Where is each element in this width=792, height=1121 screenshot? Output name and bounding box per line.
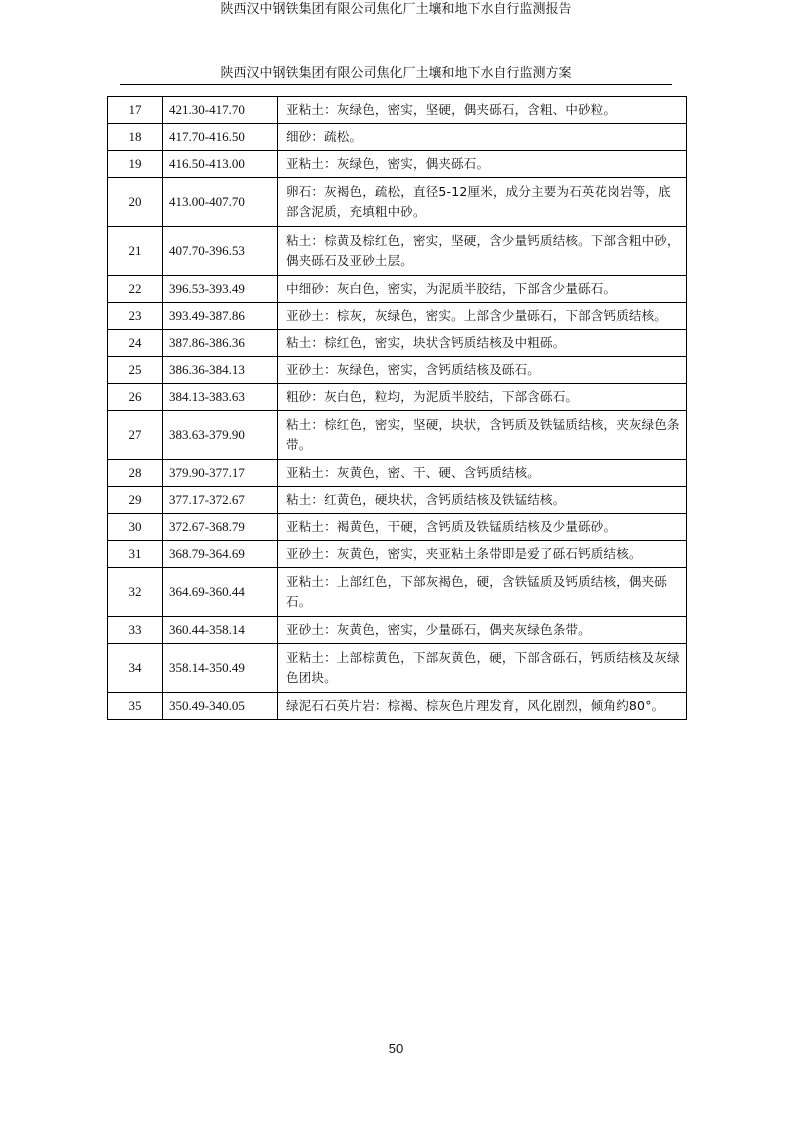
layer-number: 31 (108, 541, 163, 568)
depth-range: 421.30-417.70 (163, 97, 278, 124)
layer-number: 23 (108, 303, 163, 330)
page-title: 陕西汉中钢铁集团有限公司焦化厂土壤和地下水自行监测报告 (220, 2, 572, 17)
depth-range: 387.86-386.36 (163, 330, 278, 357)
layer-number: 34 (108, 644, 163, 693)
layer-description: 粘土：棕红色，密实，坚硬，块状，含钙质及铁锰质结核，夹灰绿色条带。 (278, 411, 687, 460)
table-row (108, 411, 687, 460)
layer-number: 25 (108, 357, 163, 384)
table-row (108, 124, 687, 151)
layer-number: 19 (108, 151, 163, 178)
layer-description: 细砂：疏松。 (278, 124, 687, 151)
page-number: 50 (388, 1041, 404, 1056)
layer-number: 33 (108, 617, 163, 644)
table-row (108, 568, 687, 617)
layer-description: 亚砂土：棕灰，灰绿色，密实。上部含少量砾石，下部含钙质结核。 (278, 303, 687, 330)
layer-number: 21 (108, 227, 163, 276)
depth-range: 384.13-383.63 (163, 384, 278, 411)
layer-description: 亚粘土：灰绿色，密实，坚硬，偶夹砾石，含粗、中砂粒。 (278, 97, 687, 124)
depth-range: 350.49-340.05 (163, 693, 278, 720)
table-row (108, 644, 687, 693)
depth-range: 413.00-407.70 (163, 178, 278, 227)
table-row (108, 487, 687, 514)
layer-description: 亚砂土：灰黄色，密实，少量砾石，偶夹灰绿色条带。 (278, 617, 687, 644)
depth-range: 407.70-396.53 (163, 227, 278, 276)
layer-number: 29 (108, 487, 163, 514)
depth-range: 417.70-416.50 (163, 124, 278, 151)
layer-description: 亚砂土：灰黄色，密实，夹亚粘土条带即是爱了砾石钙质结核。 (278, 541, 687, 568)
depth-range: 396.53-393.49 (163, 276, 278, 303)
table-row (108, 693, 687, 720)
depth-range: 358.14-350.49 (163, 644, 278, 693)
layer-description: 卵石：灰褐色，疏松，直径5-12厘米，成分主要为石英花岗岩等，底部含泥质，充填粗中砂。 (278, 178, 687, 227)
layer-description: 亚粘土：褐黄色，干硬，含钙质及铁锰质结核及少量砾砂。 (278, 514, 687, 541)
document-header: 陕西汉中钢铁集团有限公司焦化厂土壤和地下水自行监测方案 (220, 66, 572, 81)
depth-range: 383.63-379.90 (163, 411, 278, 460)
layer-description: 中细砂：灰白色，密实，为泥质半胶结，下部含少量砾石。 (278, 276, 687, 303)
layer-description: 粘土：红黄色，硬块状，含钙质结核及铁锰结核。 (278, 487, 687, 514)
table-row (108, 227, 687, 276)
depth-range: 416.50-413.00 (163, 151, 278, 178)
layer-number: 17 (108, 97, 163, 124)
table-row (108, 384, 687, 411)
layer-description: 亚粘土：灰绿色，密实，偶夹砾石。 (278, 151, 687, 178)
depth-range: 379.90-377.17 (163, 460, 278, 487)
depth-range: 372.67-368.79 (163, 514, 278, 541)
depth-range: 377.17-372.67 (163, 487, 278, 514)
layer-number: 26 (108, 384, 163, 411)
table-row (108, 514, 687, 541)
layer-number: 27 (108, 411, 163, 460)
layer-description: 粗砂：灰白色，粒均，为泥质半胶结，下部含砾石。 (278, 384, 687, 411)
depth-range: 368.79-364.69 (163, 541, 278, 568)
header-rule (120, 84, 672, 85)
layer-number: 28 (108, 460, 163, 487)
layer-number: 32 (108, 568, 163, 617)
layer-description: 亚砂土：灰绿色，密实，含钙质结核及砾石。 (278, 357, 687, 384)
layer-description: 亚粘土：灰黄色，密、干、硬、含钙质结核。 (278, 460, 687, 487)
depth-range: 364.69-360.44 (163, 568, 278, 617)
table-row (108, 303, 687, 330)
depth-range: 393.49-387.86 (163, 303, 278, 330)
table-row (108, 97, 687, 124)
layer-number: 22 (108, 276, 163, 303)
table-row (108, 330, 687, 357)
stratum-table (107, 96, 687, 720)
layer-description: 亚粘土：上部棕黄色，下部灰黄色，硬，下部含砾石，钙质结核及灰绿色团块。 (278, 644, 687, 693)
table-row (108, 178, 687, 227)
layer-number: 35 (108, 693, 163, 720)
depth-range: 386.36-384.13 (163, 357, 278, 384)
layer-number: 18 (108, 124, 163, 151)
layer-number: 24 (108, 330, 163, 357)
table-row (108, 541, 687, 568)
table-row (108, 151, 687, 178)
table-row (108, 460, 687, 487)
table-row (108, 276, 687, 303)
layer-number: 20 (108, 178, 163, 227)
layer-description: 粘土：棕红色，密实，块状含钙质结核及中粗砾。 (278, 330, 687, 357)
layer-number: 30 (108, 514, 163, 541)
table-row (108, 617, 687, 644)
layer-description: 粘土：棕黄及棕红色，密实，坚硬，含少量钙质结核。下部含粗中砂，偶夹砾石及亚砂土层。 (278, 227, 687, 276)
layer-description: 绿泥石石英片岩：棕褐、棕灰色片理发育，风化剧烈，倾角约80°。 (278, 693, 687, 720)
table-row (108, 357, 687, 384)
depth-range: 360.44-358.14 (163, 617, 278, 644)
layer-description: 亚粘土：上部红色，下部灰褐色，硬，含铁锰质及钙质结核，偶夹砾石。 (278, 568, 687, 617)
